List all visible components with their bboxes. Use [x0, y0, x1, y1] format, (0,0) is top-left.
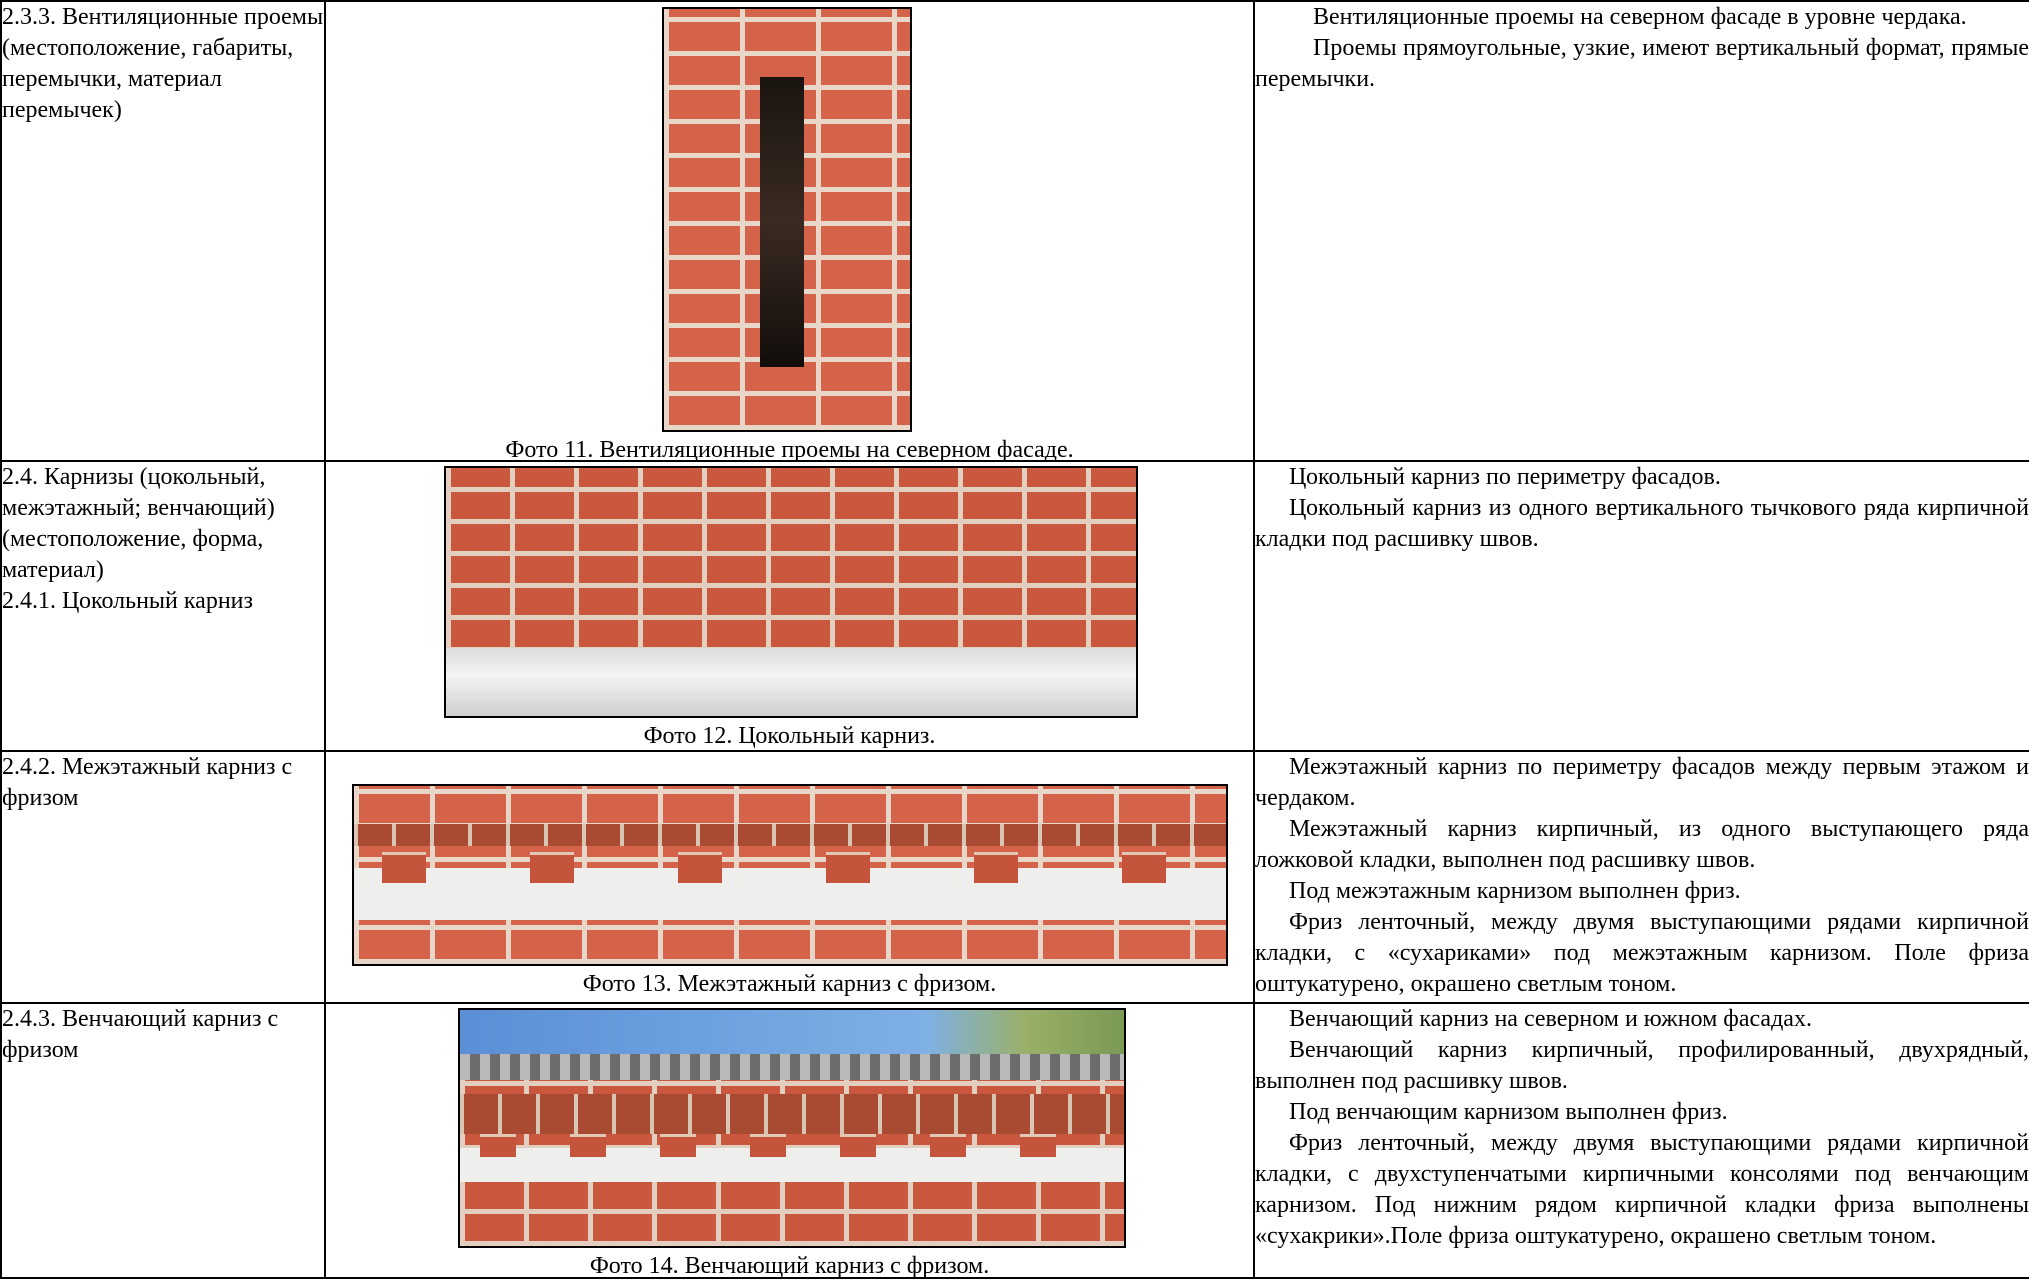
description-paragraph: Фриз ленточный, между двумя выступающими рядами кирпичной кладки, с «сухариками» под межэтажным карнизом. Поле фриза оштукатурено, окрашено светлым тоном.	[1255, 909, 2029, 997]
dentil	[660, 1134, 696, 1157]
dentil	[750, 1134, 786, 1157]
crowning-cornice-photo	[458, 1008, 1126, 1248]
photo-cell	[325, 751, 1254, 1003]
photo-cell	[325, 1003, 1254, 1278]
row-label: 2.4.2. Межэтажный карниз с фризом	[1, 751, 325, 1003]
description-paragraph: Межэтажный карниз кирпичный, из одного выступающего ряда ложковой кладки, выполнен под расшивку швов.	[1255, 816, 2029, 873]
row-label: 2.3.3. Вентиляционные проемы (местоположение, габариты, перемычки, материал перемычек)	[1, 1, 325, 461]
description-paragraph: Вентиляционные проемы на северном фасаде в уровне чердака.	[1313, 4, 1967, 30]
description-paragraph: Проемы прямоугольные, узкие, имеют вертикальный формат, прямые перемычки.	[1255, 35, 2029, 92]
photo-caption: Фото 14. Венчающий карниз с фризом.	[589, 1253, 990, 1279]
description-paragraph: Цокольный карниз из одного вертикального тычкового ряда кирпичной кладки под расшивку швов.	[1255, 495, 2029, 552]
plinth-cornice-photo	[444, 466, 1138, 718]
dentil	[678, 852, 722, 883]
table-row	[1, 751, 2029, 1003]
dentil	[530, 852, 574, 883]
dentil	[570, 1134, 606, 1157]
plinth-plaster	[446, 648, 1136, 716]
table-row	[1, 1003, 2029, 1278]
dentil	[930, 1134, 966, 1157]
photo-caption: Фото 11. Вентиляционные проемы на северном фасаде.	[505, 437, 1074, 463]
description-paragraph: Под межэтажным карнизом выполнен фриз.	[1289, 878, 1741, 904]
description-paragraph: Цокольный карниз по периметру фасадов.	[1289, 464, 1721, 490]
roof-edge	[460, 1054, 1124, 1080]
dentil	[1020, 1134, 1056, 1157]
row-description	[1254, 1003, 2029, 1278]
description-paragraph: Межэтажный карниз по периметру фасадов между первым этажом и чердаком.	[1255, 754, 2029, 811]
row-label-line: 2.4.1. Цокольный карниз	[2, 588, 253, 614]
row-label-line: (местоположение, форма, материал)	[2, 526, 264, 583]
row-label: 2.4.3. Венчающий карниз с фризом	[1, 1003, 325, 1278]
frieze-band	[354, 868, 1226, 920]
description-paragraph: Венчающий карниз на северном и южном фасадах.	[1289, 1006, 1812, 1032]
description-paragraph: Под венчающим карнизом выполнен фриз.	[1289, 1099, 1728, 1125]
row-label-line: 2.4. Карнизы (цокольный, межэтажный; венчающий)	[2, 464, 275, 521]
row-description	[1254, 1, 2029, 461]
dentil	[382, 852, 426, 883]
ventilation-slot	[760, 77, 804, 367]
photo-cell	[325, 461, 1254, 751]
cornice-course	[460, 1094, 1124, 1134]
cornice-course	[354, 824, 1226, 846]
table-row	[1, 461, 2029, 751]
ventilation-opening-photo	[662, 7, 912, 432]
dentil	[826, 852, 870, 883]
row-description	[1254, 751, 2029, 1003]
photo-caption: Фото 12. Цокольный карниз.	[643, 723, 936, 749]
dentil	[480, 1134, 516, 1157]
dentil	[1122, 852, 1166, 883]
photo-cell	[325, 1, 1254, 461]
dentil	[840, 1134, 876, 1157]
description-paragraph: Фриз ленточный, между двумя выступающими рядами кирпичной кладки, с двухступенчатыми кирпичными консолями под венчающим карнизом. Под нижним рядом кирпичной кладки фриза выполнены «сухакрики».Поле фриза оштукатурено, окрашено светлым тоном.	[1255, 1130, 2029, 1249]
dentil	[974, 852, 1018, 883]
row-label	[1, 461, 325, 751]
row-description	[1254, 461, 2029, 751]
description-paragraph: Венчающий карниз кирпичный, профилированный, двухрядный, выполнен под расшивку швов.	[1255, 1037, 2029, 1094]
interfloor-cornice-photo	[352, 784, 1228, 966]
photo-caption: Фото 13. Межэтажный карниз с фризом.	[582, 971, 997, 997]
table-row	[1, 1, 2029, 461]
